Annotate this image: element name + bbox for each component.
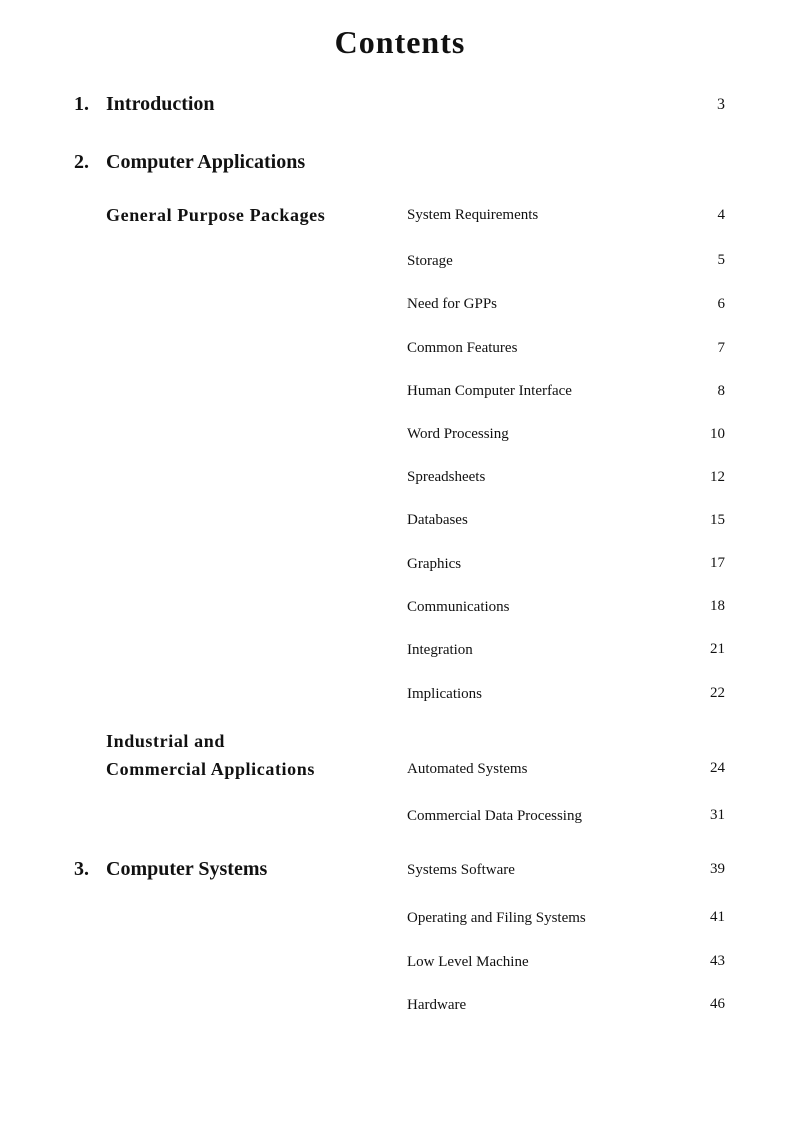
toc-entry: Common Features: [407, 340, 518, 356]
toc-entry: Communications: [407, 599, 510, 615]
toc-entry: Need for GPPs: [407, 296, 497, 312]
toc-page-number: 41: [710, 909, 725, 925]
toc-page-number: 5: [717, 252, 725, 268]
chapter-title-computer-applications: Computer Applications: [106, 151, 306, 173]
toc-entry: Graphics: [407, 556, 462, 572]
toc-page-number: 31: [710, 807, 725, 823]
chapter-title-computer-systems: Computer Systems: [106, 858, 268, 880]
toc-page-number: 7: [717, 340, 725, 356]
toc-page-number: 6: [717, 296, 725, 312]
toc-entry: Integration: [407, 642, 473, 658]
toc-page-number: 12: [710, 469, 725, 485]
toc-page-number: 39: [710, 861, 725, 877]
toc-entry: Implications: [407, 686, 482, 702]
toc-entry: Operating and Filing Systems: [407, 910, 586, 926]
toc-page-number: 15: [710, 512, 725, 528]
toc-page-number: 8: [717, 383, 725, 399]
toc-page-number: 43: [710, 953, 725, 969]
toc-entry: Automated Systems: [407, 761, 528, 777]
section-title-general-purpose-packages: General Purpose Packages: [106, 205, 326, 225]
chapter-number: 1.: [74, 93, 89, 115]
page-title: Contents: [334, 24, 466, 60]
toc-page-number: 21: [710, 641, 725, 657]
toc-page-number: 18: [710, 598, 725, 614]
toc-entry: Word Processing: [407, 426, 509, 442]
toc-entry: Low Level Machine: [407, 954, 529, 970]
toc-page-number: 10: [710, 426, 725, 442]
toc-page-number: 4: [717, 207, 725, 223]
toc-page-number: 22: [710, 685, 725, 701]
chapter-number: 2.: [74, 151, 89, 173]
toc-entry: Spreadsheets: [407, 469, 486, 485]
toc-entry: Systems Software: [407, 862, 515, 878]
chapter-number: 3.: [74, 858, 89, 880]
toc-entry: Human Computer Interface: [407, 383, 572, 399]
section-title-industrial-line-1: Industrial and: [106, 731, 225, 751]
toc-entry: Hardware: [407, 997, 467, 1013]
chapter-title-introduction: Introduction: [106, 93, 215, 115]
section-title-industrial-line-2: Commercial Applications: [106, 759, 315, 779]
toc-entry: System Requirements: [407, 207, 539, 223]
toc-entry: Databases: [407, 512, 468, 528]
toc-page-number: 17: [710, 555, 725, 571]
toc-page-number: 46: [710, 996, 725, 1012]
toc-page-number: 24: [710, 760, 725, 776]
chapter-page-number: 3: [717, 96, 725, 113]
toc-entry: Commercial Data Processing: [407, 808, 582, 824]
toc-entry: Storage: [407, 253, 453, 269]
